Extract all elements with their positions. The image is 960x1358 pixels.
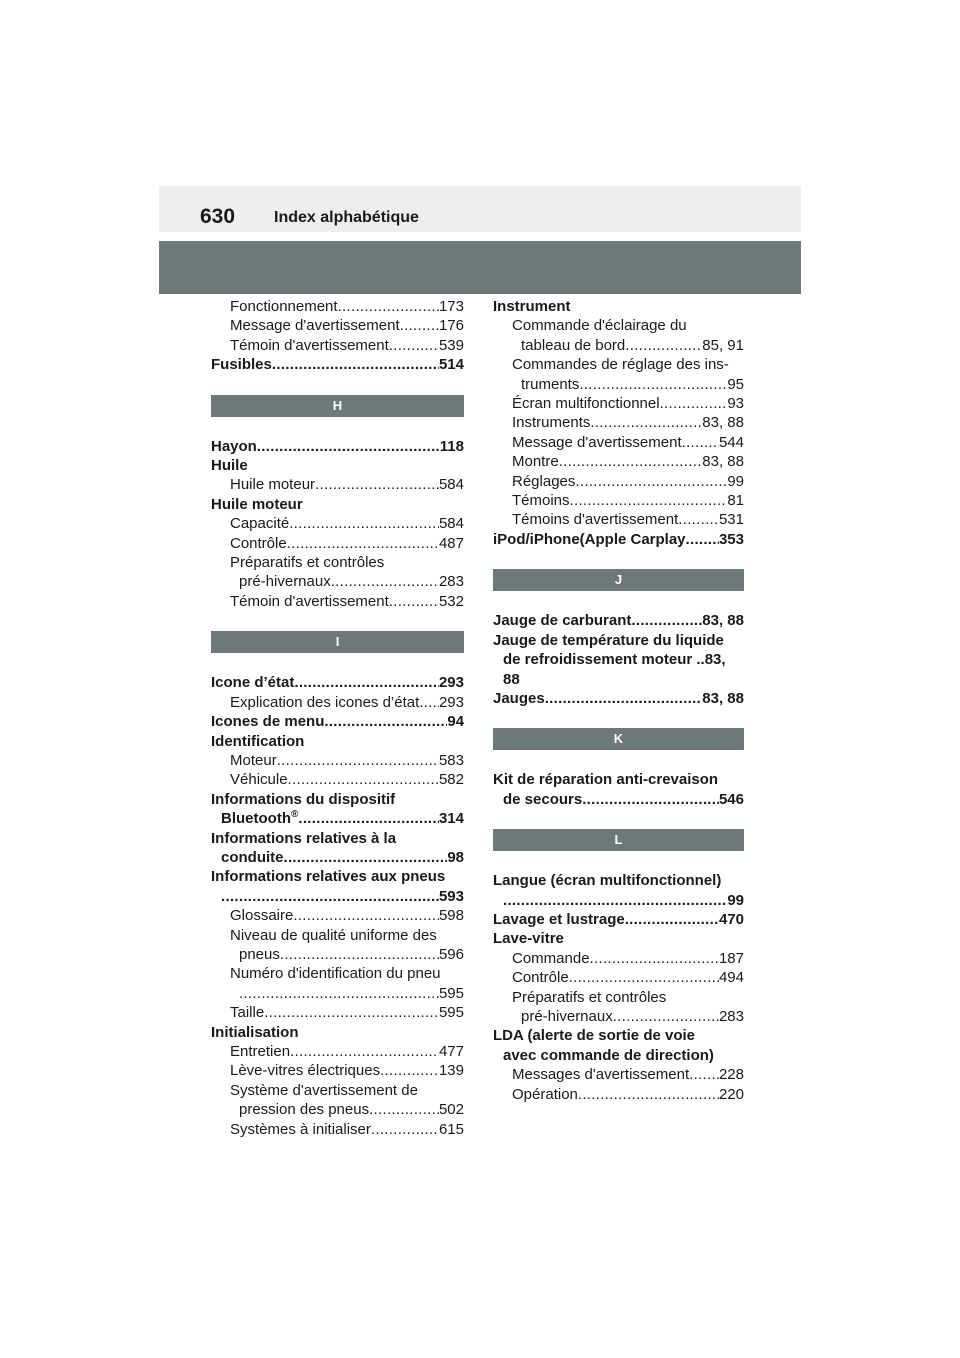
page-ref: 584 [438,476,464,494]
index-entry-text: avec commande de direction) [503,1046,714,1064]
index-entry-text: Contrôle [230,534,287,552]
page-ref: 595 [438,1004,464,1022]
index-entry-row [230,514,464,533]
leader-dots [570,491,728,510]
index-column-left [211,297,464,1139]
leader-dots [578,1085,719,1104]
page-ref: 615 [438,1120,464,1138]
page-ref: 283 [438,573,464,591]
page-ref: 99 [727,472,744,490]
index-entry [211,514,464,533]
index-entry-row [493,689,744,708]
page-ref: 220 [718,1085,744,1103]
index-entry-line: Informations relatives à la [211,829,397,847]
letter-divider: L [493,829,744,851]
index-entry [493,433,744,452]
index-entry [211,964,464,1003]
leader-dots [221,887,439,906]
index-entry-row [493,891,744,910]
index-entry-text: Véhicule [230,771,288,789]
index-entry-row [512,413,744,432]
index-entry-row [211,437,464,456]
leader-dots [613,1007,719,1026]
index-entry-row [230,1003,464,1022]
page-ref: 293 [438,674,464,692]
index-entry-row [230,534,464,553]
index-entry-line: Informations du dispositif [211,790,396,808]
page-ref: 584 [438,515,464,533]
leader-dots [294,673,439,692]
index-entry-line: de refroidissement moteur ..83, [503,651,726,669]
index-entry [211,456,464,475]
index-entry [211,1061,464,1080]
index-entry-row [512,1065,744,1084]
index-entry-text: Taille [230,1004,265,1022]
leader-dots [331,572,439,591]
index-entry [211,1081,464,1120]
page-ref: 477 [438,1043,464,1060]
leader-dots [689,1065,719,1084]
index-entry-row [230,984,464,1003]
leader-dots [625,336,702,355]
index-entry [493,530,744,549]
index-entry-text: Commande [512,949,590,967]
page-ref: 228 [718,1066,744,1084]
index-entry-row [230,336,464,355]
page-ref: 502 [438,1101,464,1119]
leader-dots [682,433,719,452]
index-entry-row [512,452,744,471]
letter-divider: K [493,728,744,750]
index-entry-text: conduite [221,848,284,866]
page-ref: 85, 91 [702,336,744,354]
page-ref: 83, 88 [702,689,744,707]
index-entry [211,751,464,770]
index-entry-row [211,809,464,828]
index-entry [493,949,744,968]
page-ref: 595 [438,984,464,1002]
index-entry [493,355,744,394]
index-entry-row [230,572,464,591]
page-ref: 93 [727,395,744,413]
leader-dots [371,1120,439,1139]
index-entry-text: pression des pneus [239,1101,370,1119]
index-entry [211,336,464,355]
page-ref: 283 [718,1007,744,1025]
index-entry-row [211,673,464,692]
index-entry [211,906,464,925]
index-entry-row [230,751,464,770]
index-entry-row [493,530,744,549]
index-entry-text: Montre [512,453,559,471]
index-entry-text: Réglages [512,472,576,490]
index-entry-row [512,1007,744,1026]
leader-dots [625,910,719,929]
index-entry [211,1003,464,1022]
index-entry [493,770,744,809]
index-entry [493,297,744,316]
index-entry-row [211,712,464,731]
index-entry-row [493,790,744,809]
letter-divider: J [493,569,744,591]
leader-dots [590,413,702,432]
leader-dots [239,984,439,1003]
index-entry-row [512,491,744,510]
index-entry-row [230,1100,464,1119]
leader-dots [545,689,703,708]
index-entry-text: Huile moteur [230,476,316,494]
index-entry [493,1026,744,1065]
index-entry [211,673,464,692]
index-entry-row [493,1046,744,1065]
index-entry-row [230,1061,464,1080]
leader-dots [389,336,439,355]
index-entry-text: Explication des icones d’état [230,693,420,711]
index-entry-line: LDA (alerte de sortie de voie [493,1027,696,1045]
index-entry [493,968,744,987]
leader-dots [338,297,439,316]
index-entry [211,495,464,514]
index-entry-line: Numéro d'identification du pneu [230,965,441,983]
index-entry-row [230,592,464,611]
leader-dots [579,375,727,394]
index-entry-row [493,910,744,929]
index-entry-text: Systèmes à initialiser [230,1120,371,1138]
index-entry [211,534,464,553]
index-entry [493,871,744,910]
index-entry-text: Écran multifonctionnel [512,395,660,413]
index-entry-line: Huile [211,457,248,475]
page-ref: 173 [438,298,464,315]
page-ref: 98 [447,848,464,866]
page-ref: 83, 88 [702,414,744,432]
index-entry-text: Instruments [512,414,591,432]
leader-dots [569,968,719,987]
index-entry-line: Instrument [493,298,571,315]
index-entry-line: Niveau de qualité uniforme des [230,926,437,944]
index-entry-text: de secours [503,790,583,808]
index-entry-text: Icone d’état [211,674,295,692]
page-ref: 139 [438,1062,464,1080]
index-entry-text: Témoins [512,492,570,510]
leader-dots [380,1061,439,1080]
index-entry-text: pré-hivernaux [521,1007,613,1025]
page-ref: 314 [438,810,464,828]
page-ref: 546 [718,790,744,808]
letter-divider: H [211,395,464,417]
index-entry-line: 88 [503,670,520,688]
index-entry-row [230,1120,464,1139]
index-entry-text: iPod/iPhone(Apple Carplay [493,530,686,548]
index-entry-text: Capacité [230,515,290,533]
index-entry [211,770,464,789]
page-ref: 94 [447,713,464,731]
index-entry-text: Hayon [211,437,257,455]
leader-dots [298,809,439,828]
index-entry-row [512,433,744,452]
leader-dots [324,712,447,731]
index-entry [211,926,464,965]
index-entry [211,355,464,374]
leader-dots [686,530,719,549]
index-entry-text: Témoins d'avertissement [512,511,679,529]
leader-dots [369,1100,439,1119]
index-entry-text: Icones de menu [211,713,325,731]
index-entry [493,394,744,413]
leader-dots [290,1042,439,1061]
page-ref: 99 [727,891,744,909]
page-ref: 596 [438,945,464,963]
leader-dots [575,472,727,491]
index-entry-text: Lavage et lustrage [493,910,625,928]
page-ref: 583 [438,751,464,769]
index-entry [211,553,464,592]
index-entry [211,693,464,712]
index-entry-row [512,510,744,529]
index-entry-row [512,472,744,491]
index-entry [493,689,744,708]
page-ref: 293 [438,693,464,711]
index-entry-text: Fonctionnement [230,298,338,315]
page-ref: 176 [438,317,464,335]
index-entry-line: Commandes de réglage des ins- [512,356,729,374]
index-entry-text: Témoin d'avertissement [230,592,389,610]
index-entry [493,452,744,471]
leader-dots [503,891,727,910]
page-ref: 81 [727,492,744,510]
section-title: Index alphabétique [274,209,419,226]
header-band [159,186,801,232]
index-entry-text: Lève-vitres électriques [230,1062,381,1080]
leader-dots [389,592,439,611]
page-ref: 487 [438,534,464,552]
index-entry-text: Message d'avertissement [230,317,400,335]
index-entry-line: Identification [211,732,305,750]
index-entry [211,316,464,335]
leader-dots [678,510,719,529]
index-entry [493,491,744,510]
index-entry [493,988,744,1027]
index-entry-text: pneus [239,945,280,963]
index-entry-text: Jauge de carburant [493,612,632,630]
index-entry-line: Commande d'éclairage du [512,317,687,335]
index-entry [493,910,744,929]
index-entry-row [211,355,464,374]
index-entry-row [230,316,464,335]
index-entry-row [230,1042,464,1061]
index-entry-text: Opération [512,1085,578,1103]
index-entry-text: Message d'avertissement [512,433,682,451]
index-entry-line: Kit de réparation anti-crevaison [493,771,719,789]
leader-dots [287,534,439,553]
index-entry [211,297,464,316]
index-entry [493,929,744,948]
page-ref: 470 [718,910,744,928]
index-entry-row [230,945,464,964]
index-entry-row [230,693,464,712]
index-entry [211,592,464,611]
index-entry-row [512,949,744,968]
index-entry-text: Glossaire [230,907,294,925]
page-ref: 494 [718,969,744,987]
leader-dots [559,452,703,471]
leader-dots [257,437,440,456]
page-ref: 83, 88 [702,453,744,471]
index-entry [211,475,464,494]
index-entry-line: Préparatifs et contrôles [512,988,667,1006]
leader-dots [315,475,439,494]
letter-divider: I [211,631,464,653]
page-ref: 531 [718,511,744,529]
leader-dots [272,355,439,374]
index-entry-row [230,770,464,789]
header-dark-band [159,241,801,294]
index-entry-line: Préparatifs et contrôles [230,554,385,572]
index-entry [211,790,464,829]
index-entry-text: Témoin d'avertissement [230,336,389,354]
page-ref: 539 [438,336,464,354]
index-entry-row [512,394,744,413]
leader-dots [284,848,448,867]
index-entry-text: Fusibles [211,356,272,374]
leader-dots [264,1003,439,1022]
page-ref: 593 [438,887,464,905]
index-entry-row [512,336,744,355]
page-ref: 544 [718,433,744,451]
index-entry-text: Contrôle [512,969,569,987]
index-entry [493,631,744,689]
leader-dots [277,751,439,770]
leader-dots [400,316,439,335]
index-entry-row [493,611,744,630]
page-ref: 83, 88 [702,612,744,630]
index-entry [211,437,464,456]
index-entry [493,1065,744,1084]
leader-dots [293,906,439,925]
index-entry-row [211,887,464,906]
index-entry [211,867,464,906]
page-ref: 353 [718,530,744,548]
page-ref: 187 [718,949,744,967]
index-entry-row [230,475,464,494]
leader-dots [280,945,439,964]
index-entry-row [230,297,464,316]
index-entry [211,732,464,751]
index-entry [493,472,744,491]
index-entry-row [230,906,464,925]
index-column-right [493,297,744,1104]
page-ref: 118 [439,437,464,455]
index-entry [211,829,464,868]
index-entry-line: Jauge de température du liquide [493,631,724,649]
leader-dots [631,611,702,630]
index-entry [211,712,464,731]
index-entry [493,316,744,355]
index-entry-line: Système d'avertissement de [230,1081,418,1099]
index-entry-text: pré-hivernaux [239,573,331,591]
index-entry-row [512,1085,744,1104]
index-entry [493,413,744,432]
index-entry [493,1085,744,1104]
index-entry-text: Entretien [230,1043,291,1060]
page-ref: 95 [727,375,744,393]
index-entry-text: Jauges [493,689,545,707]
page-ref: 582 [438,771,464,789]
leader-dots [288,770,439,789]
leader-dots [590,949,719,968]
page-ref: 532 [438,592,464,610]
leader-dots [289,514,439,533]
index-entry [211,1120,464,1139]
index-entry-text: tableau de bord [521,336,626,354]
index-entry-text: Messages d'avertissement [512,1066,690,1084]
index-entry [493,611,744,630]
index-entry-row [512,375,744,394]
index-entry [211,1023,464,1042]
index-entry [493,510,744,529]
page-ref: 514 [438,356,464,374]
leader-dots [660,394,728,413]
index-entry-text: truments [521,375,580,393]
index-entry-line: Initialisation [211,1023,299,1041]
index-entry-row [512,968,744,987]
index-entry-line: Informations relatives aux pneus [211,868,446,886]
index-entry-text: Moteur [230,751,277,769]
index-entry-line: Huile moteur [211,495,303,513]
index-entry [211,1042,464,1061]
registered-mark: ® [290,809,299,821]
index-entry-line: Lave-vitre [493,930,564,948]
index-entry-text: Bluetooth® [221,809,299,828]
page-ref: 598 [438,907,464,925]
leader-dots [582,790,719,809]
index-entry-line: Langue (écran multifonctionnel) [493,872,722,890]
page-number: 630 [200,205,236,228]
leader-dots [419,693,439,712]
index-entry-row [211,848,464,867]
